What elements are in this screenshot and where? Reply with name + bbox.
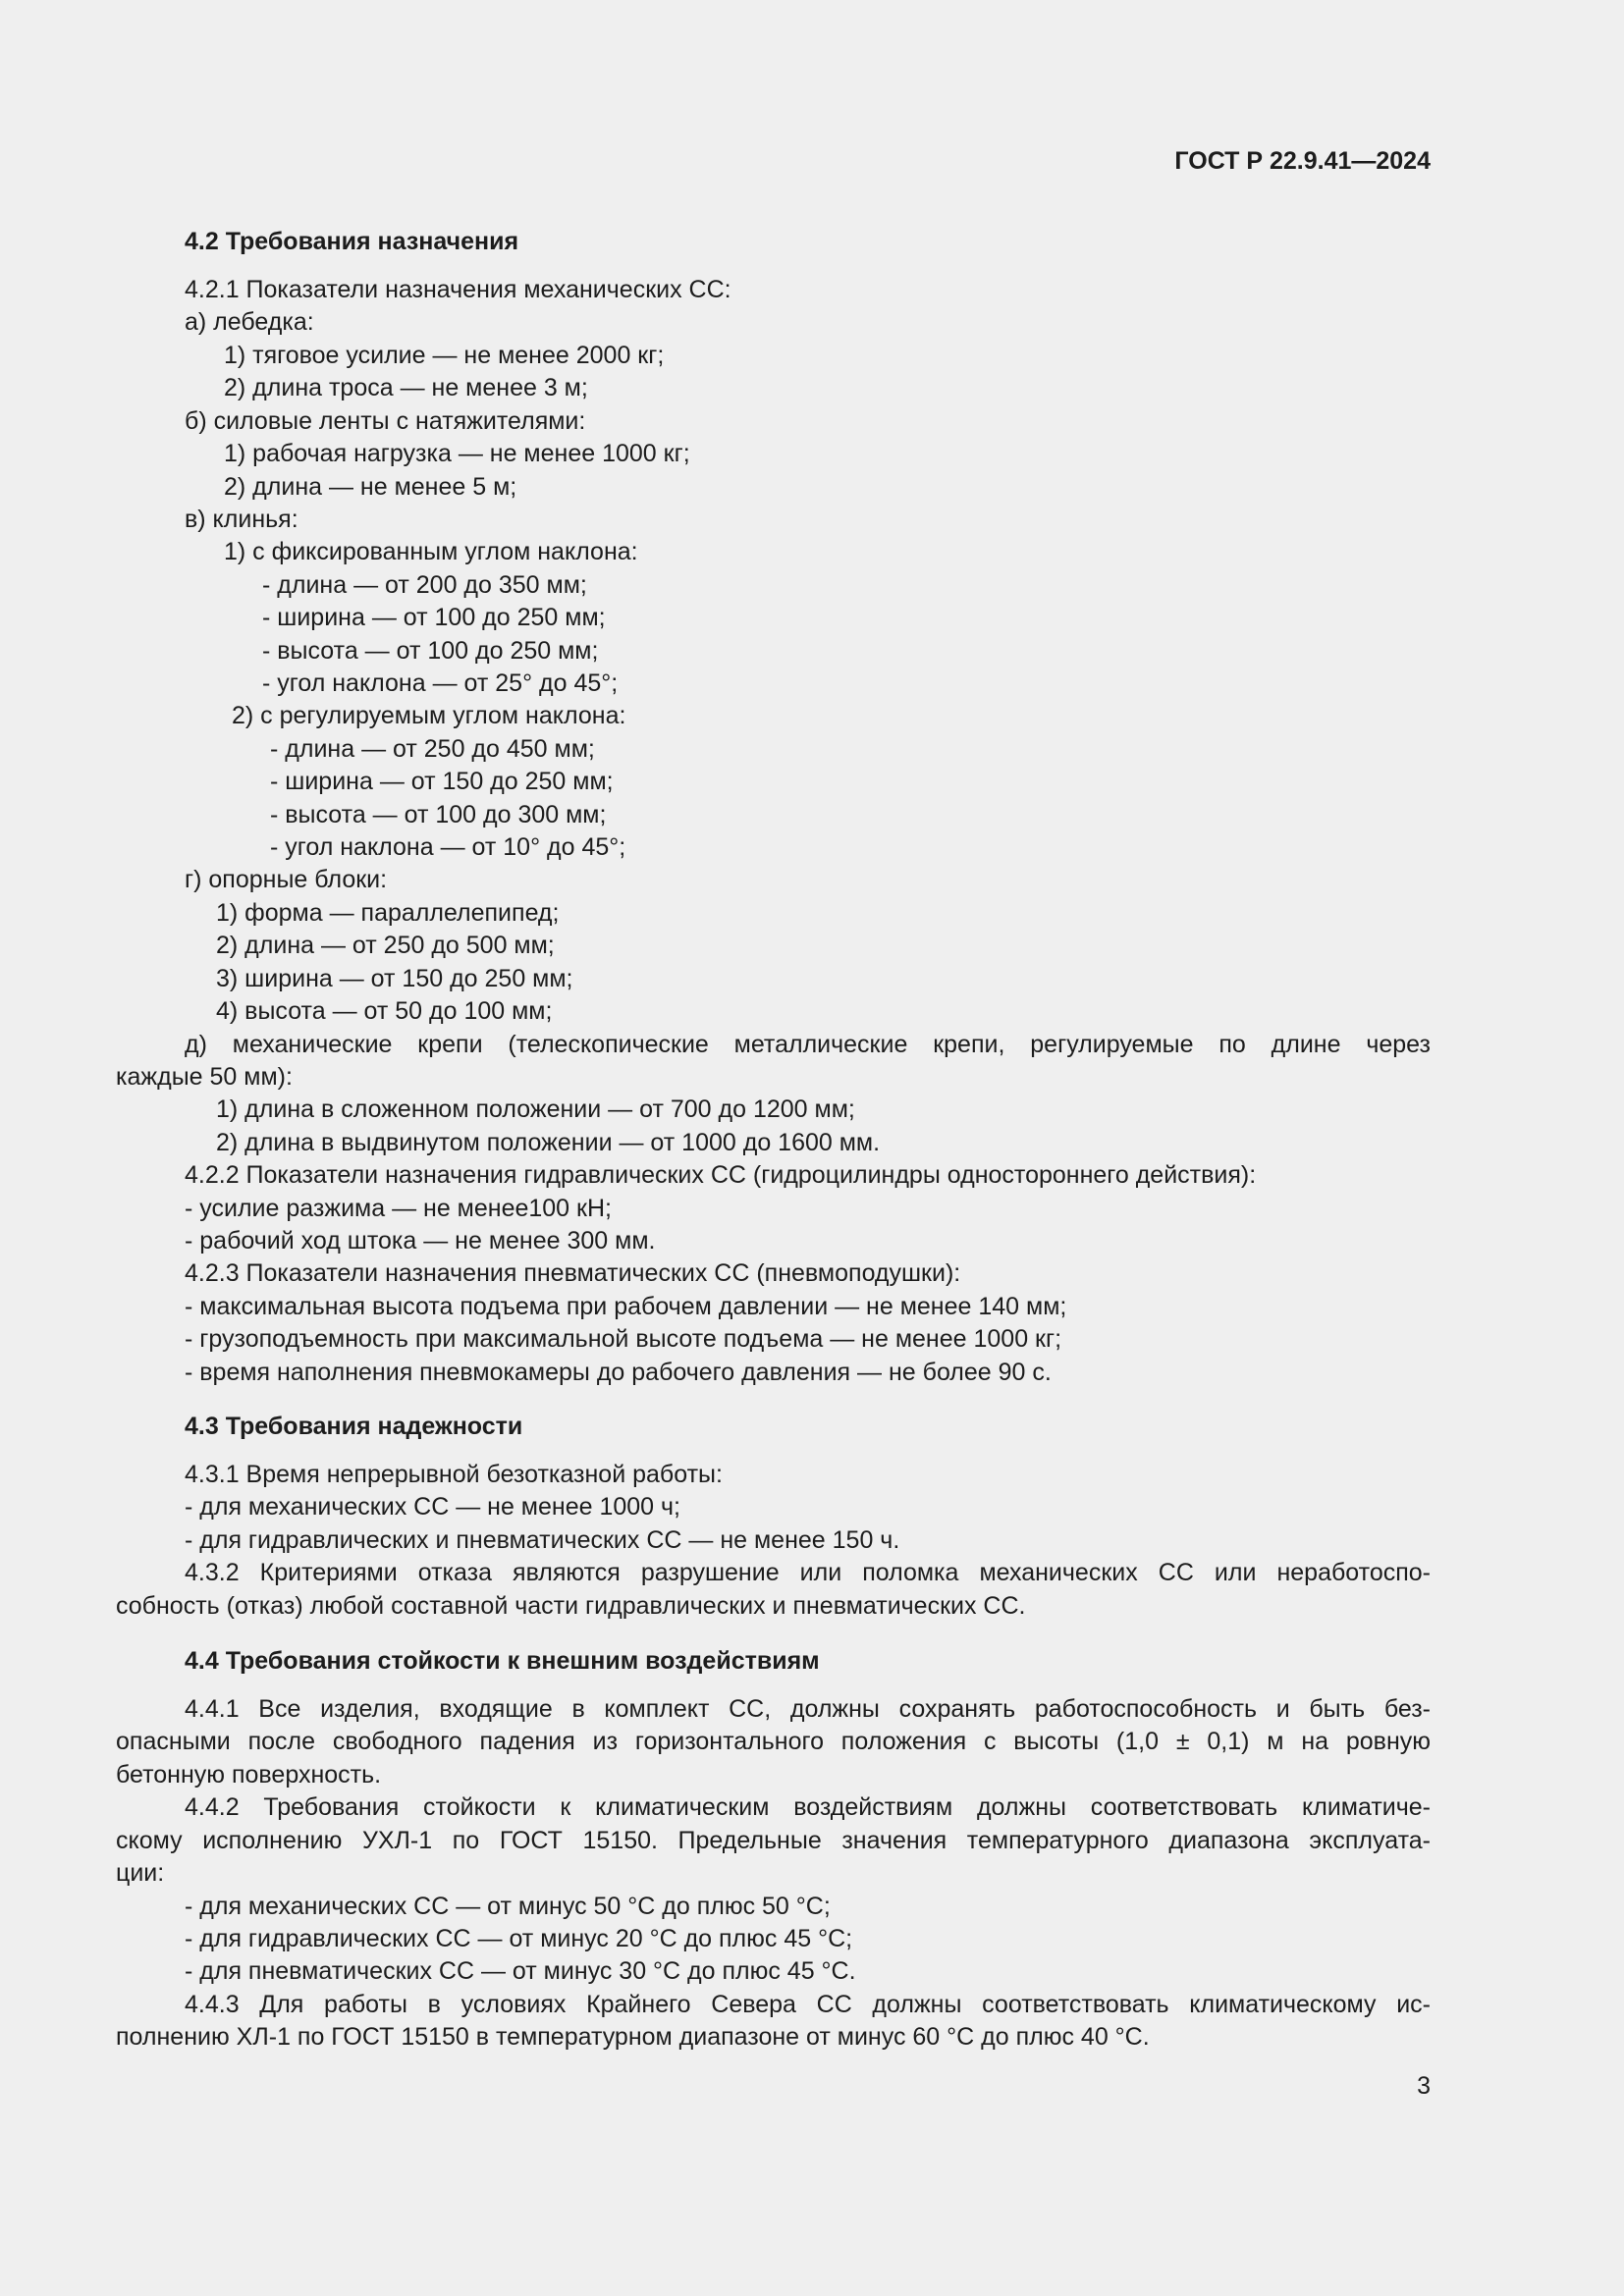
list-item: 2) длина — не менее 5 м; [224,473,517,501]
list-item: 4) высота — от 50 до 100 мм; [216,997,553,1025]
paragraph-line: 4.4.1 Все изделия, входящие в комплект СС, должны сохранять работоспособность и быть без- [185,1695,1431,1723]
list-item: в) клинья: [185,506,298,533]
paragraph-line: полнению ХЛ-1 по ГОСТ 15150 в температурном диапазоне от минус 60 °С до плюс 40 °С. [116,2023,1150,2051]
list-item: 1) рабочая нагрузка — не менее 1000 кг; [224,440,690,467]
list-item: 2) длина в выдвинутом положении — от 1000 до 1600 мм. [216,1129,881,1156]
list-item: 3) ширина — от 150 до 250 мм; [216,965,573,992]
list-item: - ширина — от 150 до 250 мм; [270,768,614,795]
list-item: - длина — от 250 до 450 мм; [270,735,595,763]
list-item: - ширина — от 100 до 250 мм; [262,604,606,631]
list-item: - для механических СС — от минус 50 °С до плюс 50 °С; [185,1893,831,1920]
paragraph-line: опасными после свободного падения из горизонтального положения с высоты (1,0 ± 0,1) м на ровную [116,1728,1431,1755]
paragraph-line: 4.2.1 Показатели назначения механических СС: [185,276,731,303]
paragraph-line: каждые 50 мм): [116,1063,293,1091]
list-item: 1) с фиксированным углом наклона: [224,538,638,565]
paragraph-line: 4.2.3 Показатели назначения пневматических СС (пневмоподушки): [185,1259,961,1287]
list-item: - длина — от 200 до 350 мм; [262,571,587,599]
list-item: б) силовые ленты с натяжителями: [185,407,586,435]
list-item: 1) тяговое усилие — не менее 2000 кг; [224,342,665,369]
list-item: 1) длина в сложенном положении — от 700 до 1200 мм; [216,1095,855,1123]
page-number: 3 [1417,2072,1431,2100]
paragraph-line: собность (отказ) любой составной части гидравлических и пневматических СС. [116,1592,1026,1620]
list-item: - для механических СС — не менее 1000 ч; [185,1493,680,1521]
paragraph-line: 4.3.2 Критериями отказа являются разрушение или поломка механических СС или неработоспо- [185,1559,1431,1586]
list-item: - рабочий ход штока — не менее 300 мм. [185,1227,656,1255]
paragraph-line: 4.3.1 Время непрерывной безотказной работы: [185,1461,723,1488]
section-heading: 4.2 Требования назначения [185,228,519,255]
paragraph-line: д) механические крепи (телескопические металлические крепи, регулируемые по длине через [185,1031,1431,1058]
paragraph-line: ции: [116,1859,165,1887]
document-code: ГОСТ Р 22.9.41—2024 [1174,147,1431,175]
list-item: - грузоподъемность при максимальной высоте подъема — не менее 1000 кг; [185,1325,1062,1353]
list-item: 2) с регулируемым углом наклона: [232,702,626,729]
list-item: а) лебедка: [185,308,314,336]
paragraph-line: 4.4.3 Для работы в условиях Крайнего Севера СС должны соответствовать климатическому ис- [185,1991,1431,2018]
paragraph-line: 4.2.2 Показатели назначения гидравлических СС (гидроцилиндры одностороннего действия): [185,1161,1257,1189]
list-item: - для гидравлических и пневматических СС — не менее 150 ч. [185,1526,900,1554]
list-item: 1) форма — параллелепипед; [216,899,560,927]
section-heading: 4.4 Требования стойкости к внешним воздействиям [185,1647,820,1675]
list-item: - высота — от 100 до 300 мм; [270,801,607,828]
paragraph-line: 4.4.2 Требования стойкости к климатическим воздействиям должны соответствовать климатиче- [185,1793,1431,1821]
list-item: 2) длина троса — не менее 3 м; [224,374,588,401]
list-item: г) опорные блоки: [185,866,388,893]
list-item: - время наполнения пневмокамеры до рабочего давления — не более 90 с. [185,1359,1052,1386]
paragraph-line: бетонную поверхность. [116,1761,382,1789]
list-item: - для пневматических СС — от минус 30 °С до плюс 45 °С. [185,1957,856,1985]
list-item: - для гидравлических СС — от минус 20 °С до плюс 45 °С; [185,1925,853,1952]
list-item: - угол наклона — от 25° до 45°; [262,669,619,697]
paragraph-line: скому исполнению УХЛ-1 по ГОСТ 15150. Предельные значения температурного диапазона эксплуата- [116,1827,1431,1854]
list-item: - высота — от 100 до 250 мм; [262,637,599,665]
list-item: - максимальная высота подъема при рабочем давлении — не менее 140 мм; [185,1293,1067,1320]
section-heading: 4.3 Требования надежности [185,1413,523,1440]
list-item: - усилие разжима — не менее100 кН; [185,1195,612,1222]
list-item: - угол наклона — от 10° до 45°; [270,833,626,861]
list-item: 2) длина — от 250 до 500 мм; [216,932,555,959]
